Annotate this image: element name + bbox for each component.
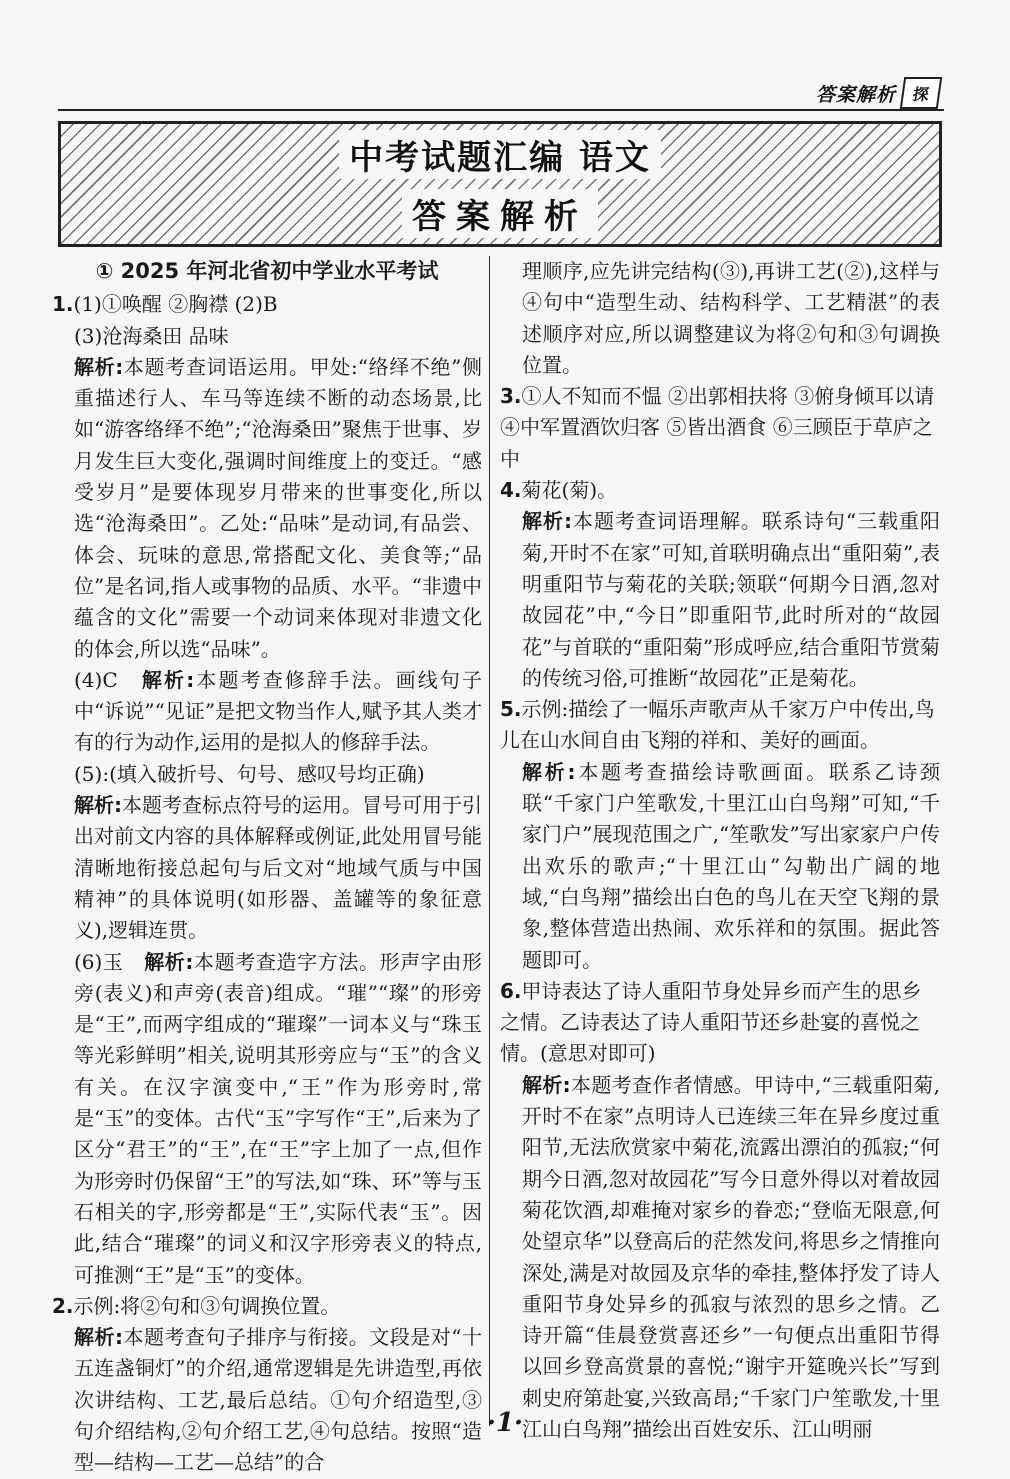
question-2 xyxy=(52,1291,482,1479)
question-number: 6. xyxy=(500,978,522,1003)
analysis-text: 本题考查造字方法。形声字由形旁(表义)和声旁(表音)组成。“璀”“璨”的形旁是“王”,而两字组成的“璀璨”一词本义与“珠玉等光彩鲜明”相关,说明其形旁应与“玉”的含义有关。在汉字演变中,“王”作为形旁时,常是“玉”的变体。古代“玉”字写作“王”,后来为了区分“君王”的“王”,在“王”字上加了一点,但作为形旁时仍保留“王”的写法,如“珠、环”等与玉石相关的字,形旁都是“王”,实际代表“玉”。因此,结合“璀璨”的词义和汉字形旁表义的特点,可推测“王”是“玉”的变体。 xyxy=(74,949,483,1287)
analysis-continuation: 理顺序,应先讲完结构(③),再讲工艺(②),这样与④句中“造型生动、结构科学、工艺精湛”的表述顺序对应,所以调整建议为将②句和③句调换位置。 xyxy=(522,259,940,377)
page-number: ·1· xyxy=(486,1408,524,1438)
header-title: 答案解析 xyxy=(815,83,896,106)
answer-text: 示例:描绘了一幅乐声歌声从千家万户中传出,鸟儿在山水间自由飞翔的祥和、美好的画面。 xyxy=(500,697,935,753)
answer-text: (3)沧海桑田 品味 xyxy=(74,323,229,348)
brand-logo-icon: 探 xyxy=(900,77,942,109)
column-divider xyxy=(489,256,490,1426)
question-number: 1. xyxy=(52,292,74,317)
question-number: 2. xyxy=(52,1293,74,1318)
question-3 xyxy=(500,381,940,475)
analysis-label: 解析: xyxy=(141,667,195,692)
analysis-text: 本题考查作者情感。甲诗中,“三载重阳菊,开时不在家”点明诗人已连续三年在异乡度过重阳节,无法欣赏家中菊花,流露出漂泊的孤寂;“何期今日酒,忽对故园花”写今日意外得以对着故园菊花饮酒,却难掩对家乡的眷恋;“登临无限意,何处望京华”以登高后的茫然发问,将思乡之情推向深处,满是对故园及京华的牵挂,整体抒发了诗人重阳节身处异乡的孤寂与浓烈的思乡之情。乙诗开篇“佳晨登赏喜还乡”一句便点出重阳节得以回乡登高赏景的喜悦;“谢宇开筵晚兴长”写到刺史府第赴宴,兴致高昂;“千家门户笙歌发,十里江山白鸟翔”描绘出百姓安乐、江山明丽 xyxy=(522,1072,940,1441)
left-column xyxy=(52,256,482,1479)
analysis-paragraph xyxy=(500,757,940,976)
analysis-text: 本题考查描绘诗歌画面。联系乙诗颈联“千家门户笙歌发,十里江山白鸟翔”可知,“千家门户”展现范围之广,“笙歌发”写出家家户户传出欢乐的歌声;“十里江山”勾勒出广阔的地域,“白鸟翔”描绘出白色的鸟儿在天空飞翔的景象,整体营造出热闹、欢乐祥和的氛围。据此答题即可。 xyxy=(522,759,941,972)
analysis-paragraph xyxy=(52,790,482,946)
analysis-paragraph xyxy=(500,506,940,694)
answer-text: (5):(填入破折号、句号、感叹号均正确) xyxy=(74,761,425,786)
analysis-text: 本题考查词语理解。联系诗句“三载重阳菊,开时不在家”可知,首联明确点出“重阳菊”,表明重阳节与菊花的关联;领联“何期今日酒,忽对故园花”中,“今日”即重阳节,此时所对的“故园花”与首联的“重阳菊”形成呼应,结合重阳节赏菊的传统习俗,可推断“故园花”正是菊花。 xyxy=(522,509,940,690)
answer-text: 示例:将②句和③句调换位置。 xyxy=(73,1293,341,1318)
analysis-label: 解析: xyxy=(522,759,576,784)
answer-text: (6)玉 xyxy=(74,949,124,974)
answer-text: 甲诗表达了诗人重阳节身处异乡而产生的思乡之情。乙诗表达了诗人重阳节还乡赴宴的喜悦之情。(意思对即可) xyxy=(500,978,922,1066)
banner-title: 中考试题汇编 语文 xyxy=(339,130,661,179)
analysis-paragraph xyxy=(52,665,482,759)
analysis-paragraph xyxy=(52,352,482,665)
analysis-paragraph xyxy=(500,1070,940,1446)
analysis-label: 解析: xyxy=(522,1072,571,1097)
analysis-text: 本题考查标点符号的运用。冒号可用于引出对前文内容的具体解释或例证,此处用冒号能清晰地衔接总起句与后文对“地域气质与中国精神”的具体说明(如形器、盖罐等的象征意义),逻辑连贯。 xyxy=(74,793,482,943)
banner-subtitle: 答案解析 xyxy=(402,189,598,238)
analysis-label: 解析: xyxy=(522,509,572,534)
analysis-label: 解析: xyxy=(74,1325,123,1350)
question-number: 4. xyxy=(500,478,522,503)
answer-text: 菊花(菊)。 xyxy=(521,478,618,503)
analysis-label: 解析: xyxy=(74,793,122,818)
analysis-text: 本题考查词语运用。甲处:“络绎不绝”侧重描述行人、车马等连续不断的动态场景,比如“游客络绎不绝”;“沧海桑田”聚焦于世事、岁月发生巨大变化,强调时间维度上的变迁。“感受岁月”是要体现岁月带来的世事变化,所以选“沧海桑田”。乙处:“品味”是动词,有品尝、体会、玩味的意思,常搭配文化、美食等;“品位”是名词,指人或事物的品质、水平。“非遗中蕴含的文化”需要一个动词来体现对非遗文化的体会,所以选“品味”。 xyxy=(74,354,482,661)
question-4 xyxy=(500,475,940,694)
analysis-text: 本题考查句子排序与衔接。文段是对“十五连盏铜灯”的介绍,通常逻辑是先讲造型,再依次讲结构、工艺,最后总结。①句介绍造型,③句介绍结构,②句介绍工艺,④句总结。按照“造型—结构—工艺—总结”的合 xyxy=(74,1325,482,1475)
analysis-label: 解析: xyxy=(144,949,194,974)
title-banner xyxy=(58,121,942,247)
analysis-label: 解析: xyxy=(74,354,124,379)
question-1 xyxy=(52,289,482,1291)
answer-text: (4)C xyxy=(74,667,118,692)
question-number: 3. xyxy=(500,384,522,409)
page-header xyxy=(780,78,940,108)
analysis-paragraph xyxy=(52,947,482,1291)
answer-text: (1)①唤醒 ②胸襟 (2)B xyxy=(73,292,278,317)
header-rule xyxy=(58,109,944,111)
right-column xyxy=(500,256,940,1445)
question-5 xyxy=(500,694,940,976)
question-number: 5. xyxy=(500,697,522,722)
question-6 xyxy=(500,976,940,1445)
analysis-text: 本题考查修辞手法。画线句子中“诉说”“见证”是把文物当作人,赋予其人类才有的行为动作,运用的是拟人的修辞手法。 xyxy=(74,667,483,755)
analysis-paragraph xyxy=(52,1322,482,1478)
answer-text: ①人不知而不愠 ②出郭相扶将 ③俯身倾耳以请 ④中军置酒饮归客 ⑤皆出酒食 ⑥三顾臣于草庐之中 xyxy=(500,384,935,471)
section-title: ① 2025 年河北省初中学业水平考试 xyxy=(95,259,439,283)
